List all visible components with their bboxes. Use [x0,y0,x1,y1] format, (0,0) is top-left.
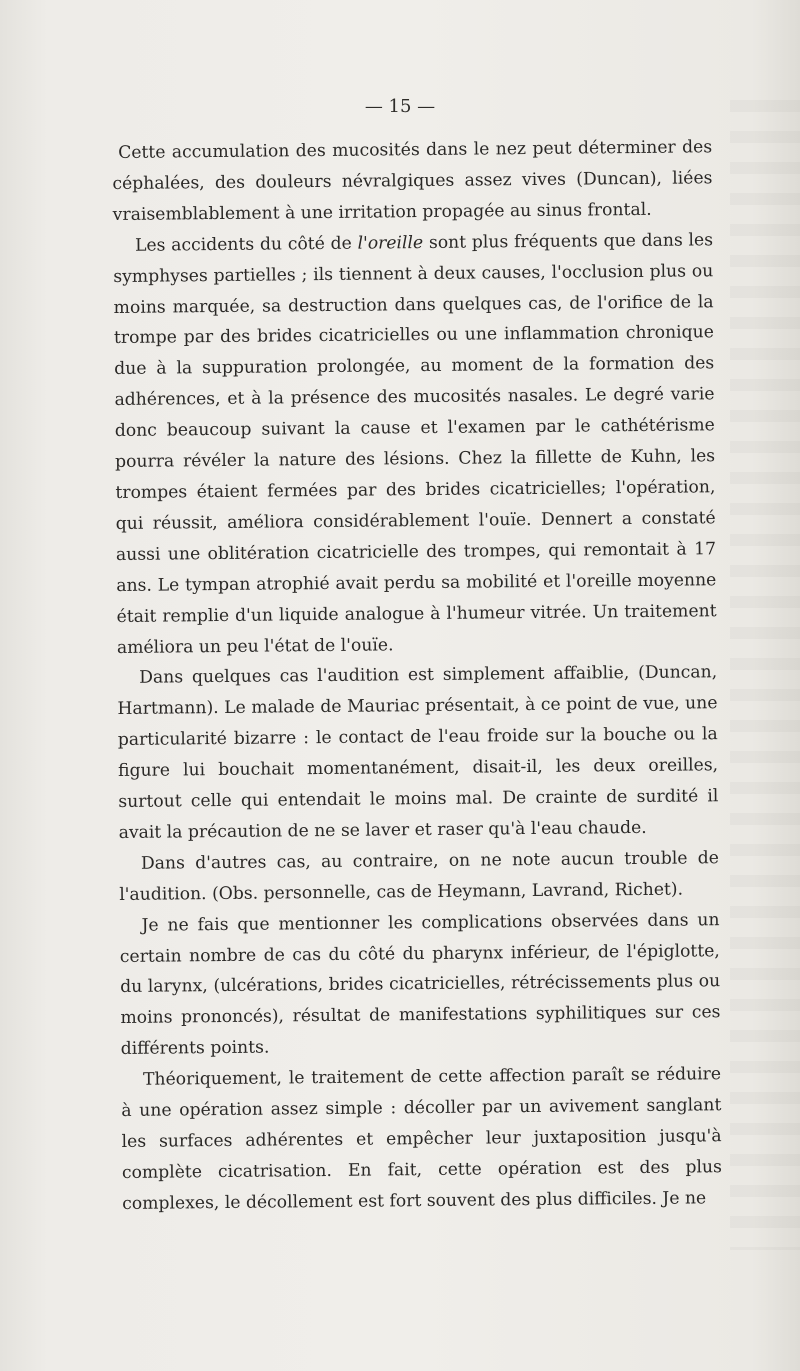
text-run: Les accidents du côté de [134,233,358,256]
paragraph: Dans d'autres cas, au contraire, on ne note aucun trouble de l'audition. (Obs. personnelle, cas de Heymann, Lavrand, Richet). [119,848,720,905]
page-number: — 15 — [364,96,436,117]
italic-term: l'oreille [357,232,424,254]
paragraph: Dans quelques cas l'audition est simplement affaiblie, (Duncan, Hartmann). Le malade de Mauriac présentait, à ce point de vue, une particularité bizarre : le contact de l'eau froide sur la bouche ou la figure lui bouchait momentanément, disait-il, les deux oreilles, surtout celle qui entendait le moins mal. De crainte de surdité il avait la précaution de ne se laver et raser qu'à l'eau chaude. [117,662,719,843]
paragraph: Je ne fais que mentionner les complications observées dans un certain nombre de cas du côté du pharynx inférieur, de l'épiglotte, du larynx, (ulcérations, brides cicatricielles, rétrécissements plus ou moins prononcés), résultat de manifestations syphilitiques sur ces différents points. [119,909,721,1060]
paragraph: Théoriquement, le traitement de cette affection paraît se réduire à une opération assez simple : décoller par un avivement sanglant les surfaces adhérentes et empêcher leur juxtaposition jusqu'à complète cicatrisation. En fait, cette opération est des plus complexes, le décollement est fort souvent des plus difficiles. Je ne [121,1064,723,1214]
body-text [112,132,722,1219]
show-through-shadow [730,100,800,1250]
paragraph [113,225,717,663]
text-run: sont plus fréquents que dans les symphyses partielles ; ils tiennent à deux causes, l'occlusion plus ou moins marquée, sa destruction dans quelques cas, de l'orifice de la trompe par des brides cicatricielles ou une inflammation chronique due à la suppuration prolongée, au moment de la formation des adhérences, et à la présence des mucosités nasales. Le degré varie donc beaucoup suivant la cause et l'examen par le cathétérisme pourra révéler la nature des lésions. Chez la fillette de Kuhn, les trompes étaient fermées par des brides cicatricielles; l'opération, qui réussit, améliora considérablement l'ouïe. Dennert a constaté aussi une oblitération cicatricielle des trompes, qui remontait à 17 ans. Le tympan atrophié avait perdu sa mobilité et l'oreille moyenne était remplie d'un liquide analogue à l'humeur vitrée. Un traitement améliora un peu l'état de l'ouïe. [113,229,717,658]
paragraph: Cette accumulation des mucosités dans le nez peut déterminer des céphalées, des douleurs névralgiques assez vives (Duncan), liées vraisemblablement à une irritation propagée au sinus frontal. [112,137,713,225]
